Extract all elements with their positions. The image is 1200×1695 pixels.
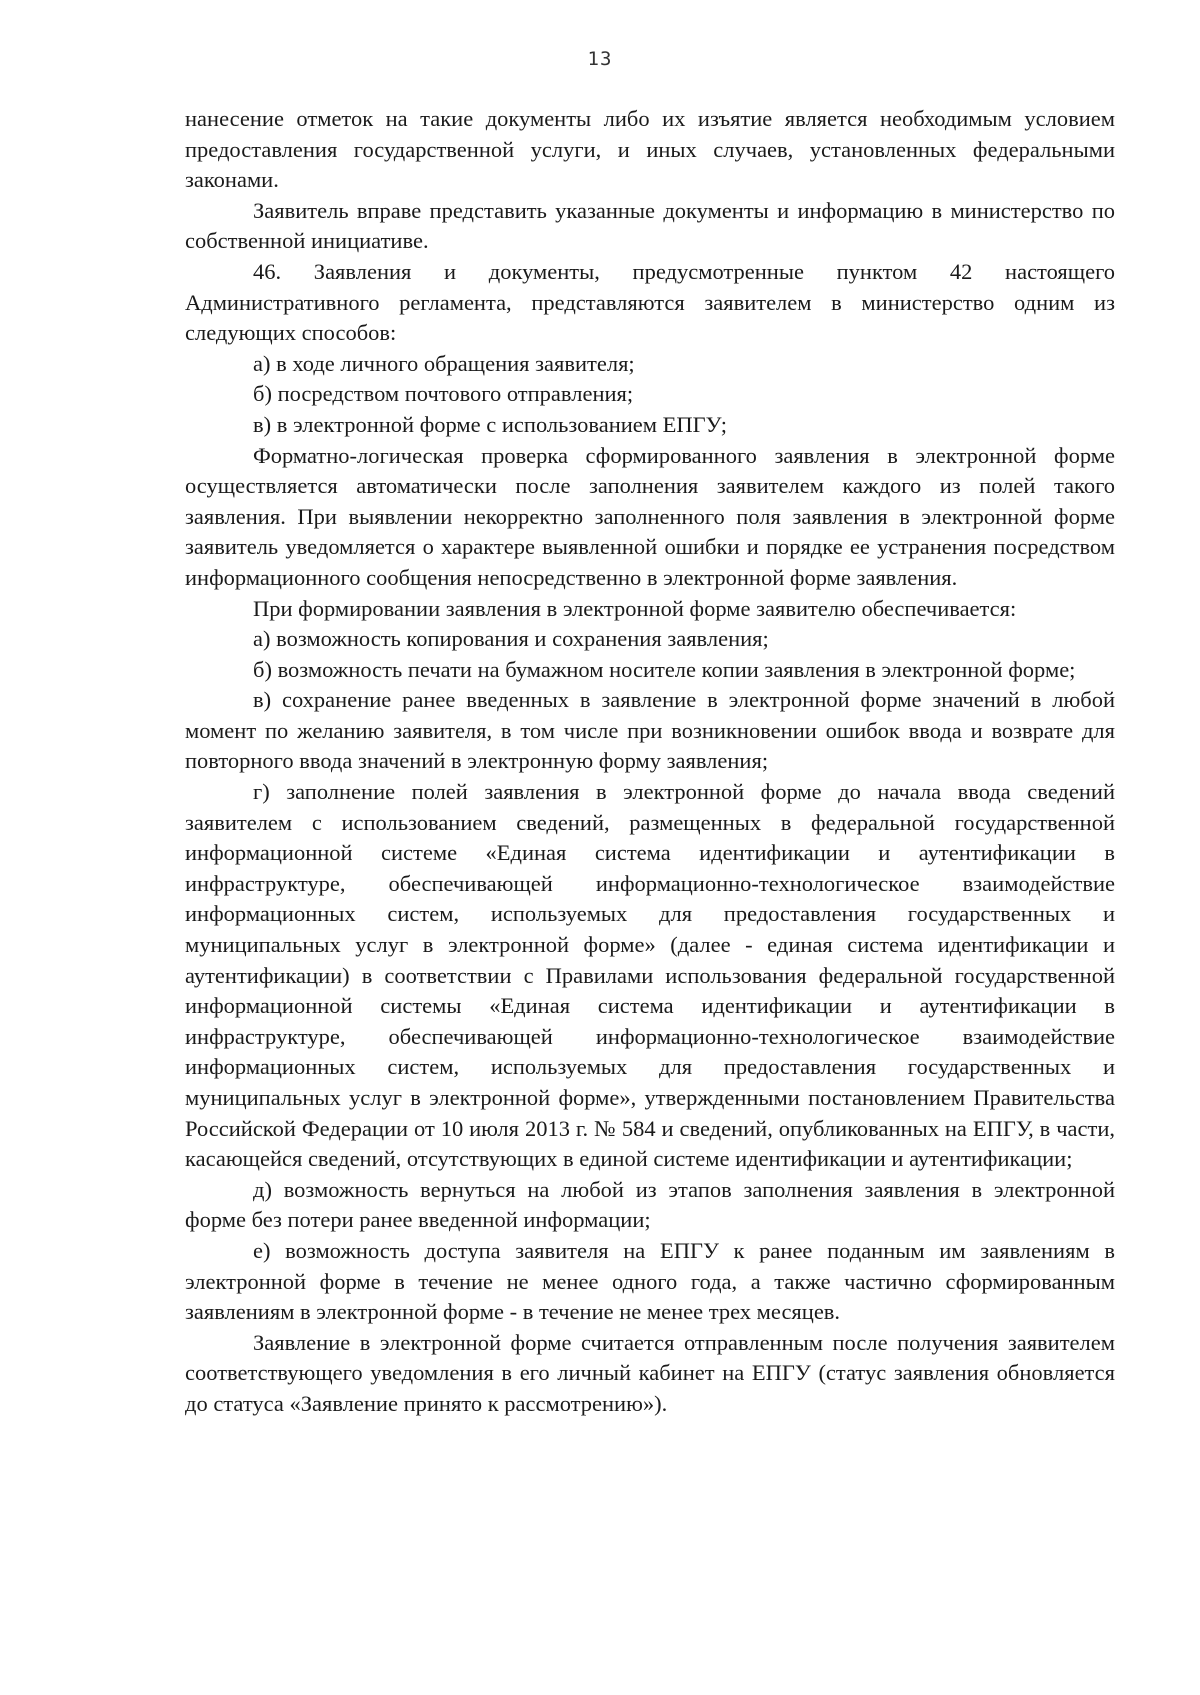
list-item-v-save: в) сохранение ранее введенных в заявление в электронной форме значений в любой момент по желанию заявителя, в том числе при возникновении ошибок ввода и возврате для повторного ввода значений в электронную форму заявления; bbox=[185, 687, 1115, 774]
paragraph-continuation: нанесение отметок на такие документы либо их изъятие является необходимым условием предоставления государственной услуги, и иных случаев, установленных федеральными законами. bbox=[185, 106, 1115, 193]
paragraph-format-check: Форматно-логическая проверка сформированного заявления в электронной форме осуществляется автоматически после заполнения заявителем каждого из полей такого заявления. При выявлении некорректно заполненного поля заявления в электронной форме заявитель уведомляется о характере выявленной ошибки и порядке ее устранения посредством информационного сообщения непосредственно в электронной форме заявления. bbox=[185, 442, 1115, 590]
list-item-e-access: е) возможность доступа заявителя на ЕПГУ к ранее поданным им заявлениям в электронной форме в течение не менее одного года, а также частично сформированным заявлениям в электронной форме - в течение не менее трех месяцев. bbox=[185, 1237, 1115, 1325]
paragraph-applicant-right: Заявитель вправе представить указанные документы и информацию в министерство по собственной инициативе. bbox=[185, 197, 1115, 254]
paragraph-sent-status: Заявление в электронной форме считается отправленным после получения заявителем соответствующего уведомления в его личный кабинет на ЕПГУ (статус заявления обновляется до статуса «Заявление принято к рассмотрению»). bbox=[185, 1329, 1115, 1416]
list-item-d-return: д) возможность вернуться на любой из этапов заполнения заявления в электронной форме без потери ранее введенной информации; bbox=[185, 1176, 1115, 1233]
list-item-a-personal: а) в ходе личного обращения заявителя; bbox=[253, 350, 635, 376]
paragraph-item-46: 46. Заявления и документы, предусмотренные пунктом 42 настоящего Административного регламента, представляются заявителем в министерство одним из следующих способов: bbox=[185, 258, 1115, 346]
page-number: 13 bbox=[587, 48, 613, 70]
list-item-v-electronic: в) в электронной форме с использованием ЕПГУ; bbox=[253, 411, 727, 437]
list-item-b-postal: б) посредством почтового отправления; bbox=[253, 381, 634, 407]
list-item-a-copy: а) возможность копирования и сохранения заявления; bbox=[253, 626, 769, 652]
document-body bbox=[185, 104, 1115, 1420]
list-item-b-print: б) возможность печати на бумажном носителе копии заявления в электронной форме; bbox=[253, 656, 1076, 682]
paragraph-forming-provides: При формировании заявления в электронной форме заявителю обеспечивается: bbox=[253, 595, 1017, 621]
list-item-g-fill-fields: г) заполнение полей заявления в электронной форме до начала ввода сведений заявителем с использованием сведений, размещенных в федеральной государственной информационной системе «Единая система идентификации и аутентификации в инфраструктуре, обеспечивающей информационно-технологическое взаимодействие информационных систем, используемых для предоставления государственных и муниципальных услуг в электронной форме» (далее - единая система идентификации и аутентификации) в соответствии с Правилами использования федеральной государственной информационной системы «Единая система идентификации и аутентификации в инфраструктуре, обеспечивающей информационно-технологическое взаимодействие информационных систем, используемых для предоставления государственных и муниципальных услуг в электронной форме», утвержденными постановлением Правительства Российской Федерации от 10 июля 2013 г. № 584 и сведений, опубликованных на ЕПГУ, в части, касающейся сведений, отсутствующих в единой системе идентификации и аутентификации; bbox=[185, 779, 1115, 1172]
